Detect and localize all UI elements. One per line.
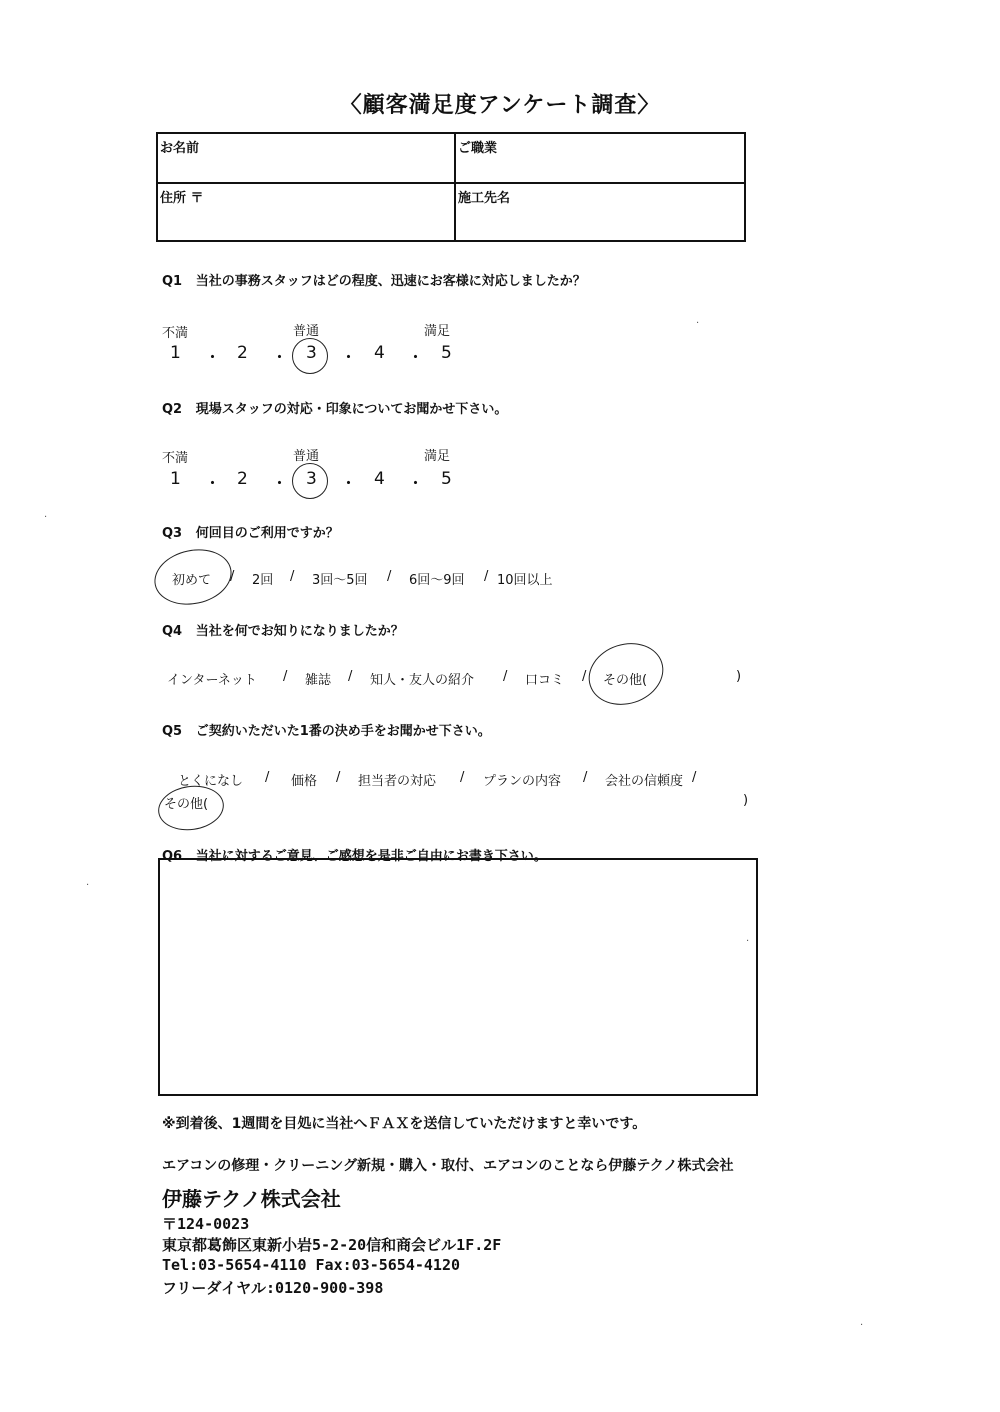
q2-option-5[interactable]: 5: [441, 469, 452, 489]
q2-option-4[interactable]: 4: [374, 469, 385, 489]
scan-speck: ·: [44, 512, 48, 523]
occupation-label: ご職業: [458, 141, 498, 156]
q1-option-4[interactable]: 4: [374, 343, 385, 363]
q1-scale-high: 満足: [424, 324, 451, 339]
q2-sep: ・: [204, 474, 221, 494]
q4-option-other[interactable]: その他(: [603, 673, 648, 688]
q5-close-paren: ): [743, 793, 749, 808]
q1-text: 当社の事務スタッフはどの程度、迅速にお客様に対応しましたか？: [195, 274, 586, 289]
q4-option-magazine[interactable]: 雑誌: [305, 673, 332, 688]
q2-sep: ・: [271, 474, 288, 494]
q1-sep: ・: [204, 348, 221, 368]
q2-scale-low: 不満: [162, 451, 189, 466]
survey-title: 〈顧客満足度アンケート調査〉: [339, 93, 661, 118]
company-address: 東京都葛飾区東新小岩5-2-20信和商会ビル1F.2F: [162, 1236, 502, 1254]
q4-option-word-of-mouth[interactable]: 口コミ: [525, 673, 565, 688]
q4-sep: /: [582, 669, 587, 684]
q5-sep: /: [336, 770, 341, 785]
q5-text: ご契約いただいた1番の決め手をお聞かせ下さい。: [195, 724, 491, 739]
q4-sep: /: [348, 669, 353, 684]
q5-option-plan[interactable]: プランの内容: [483, 774, 562, 789]
q1-answer-circle: [292, 338, 328, 374]
q2-option-2[interactable]: 2: [237, 469, 248, 489]
site-name-label: 施工先名: [458, 191, 511, 206]
scan-speck: ·: [860, 1320, 864, 1331]
fax-note: ※到着後、1週間を目処に当社へＦＡＸを送信していただけますと幸いです。: [162, 1116, 647, 1132]
q6-label: Q6: [162, 849, 183, 864]
q4-sep: /: [283, 669, 288, 684]
q3-option-10plus[interactable]: 10回以上: [497, 573, 553, 588]
q2-text: 現場スタッフの対応・印象についてお聞かせ下さい。: [195, 402, 508, 417]
q4-option-referral[interactable]: 知人・友人の紹介: [370, 673, 475, 688]
q3-sep: /: [387, 569, 392, 584]
q1-option-5[interactable]: 5: [441, 343, 452, 363]
scan-speck: ·: [696, 318, 700, 329]
q1-option-3[interactable]: 3: [306, 343, 317, 363]
occupation-field[interactable]: [456, 134, 744, 182]
q5-option-staff-response[interactable]: 担当者の対応: [358, 774, 437, 789]
q2-scale-high: 満足: [424, 449, 451, 464]
q3-option-2[interactable]: 2回: [252, 573, 274, 588]
address-field[interactable]: [158, 184, 454, 240]
q2-option-1[interactable]: 1: [170, 469, 181, 489]
q3-answer-circle: [149, 542, 237, 611]
q3-text: 何回目のご利用ですか？: [195, 526, 339, 541]
q3-option-6-9[interactable]: 6回～9回: [409, 573, 465, 588]
q1-question: [162, 270, 586, 289]
q2-label: Q2: [162, 402, 183, 417]
q2-sep: ・: [340, 474, 357, 494]
q3-sep: /: [230, 569, 235, 584]
q2-question: [162, 398, 507, 417]
q3-question: [162, 522, 339, 541]
q5-option-other[interactable]: その他(: [164, 797, 209, 812]
q1-sep: ・: [271, 348, 288, 368]
comment-textarea[interactable]: [158, 858, 758, 1096]
q2-sep: ・: [407, 474, 424, 494]
scan-speck: ·: [746, 936, 750, 947]
q2-scale-mid: 普通: [293, 449, 320, 464]
q5-sep: /: [265, 770, 270, 785]
q4-answer-circle: [581, 634, 672, 715]
site-name-field[interactable]: [456, 184, 744, 240]
name-label: お名前: [160, 141, 200, 156]
q4-label: Q4: [162, 624, 183, 639]
q2-option-3[interactable]: 3: [306, 469, 317, 489]
name-field[interactable]: [158, 134, 454, 182]
q5-option-price[interactable]: 価格: [291, 774, 318, 789]
company-name: 伊藤テクノ株式会社: [162, 1187, 341, 1211]
q5-sep: /: [583, 770, 588, 785]
q5-option-trust[interactable]: 会社の信頼度: [605, 774, 684, 789]
q5-sep: /: [460, 770, 465, 785]
free-dial: フリーダイヤル:0120-900-398: [162, 1279, 384, 1297]
q4-question: [162, 620, 404, 639]
company-tagline: エアコンの修理・クリーニング新規・購入・取付、エアコンのことなら伊藤テクノ株式会社: [162, 1158, 734, 1174]
q5-label: Q5: [162, 724, 183, 739]
q1-label: Q1: [162, 274, 183, 289]
q1-option-2[interactable]: 2: [237, 343, 248, 363]
q3-option-first-time[interactable]: 初めて: [172, 573, 212, 588]
q3-sep: /: [484, 569, 489, 584]
q5-sep: /: [692, 770, 697, 785]
scan-speck: ·: [86, 880, 90, 891]
q4-close-paren: ): [736, 669, 742, 684]
postal-code: 〒124-0023: [162, 1215, 250, 1233]
q4-option-internet[interactable]: インターネット: [167, 673, 257, 688]
q2-answer-circle: [292, 463, 328, 499]
customer-info-table: [156, 132, 746, 242]
q1-sep: ・: [340, 348, 357, 368]
q4-text: 当社を何でお知りになりましたか？: [195, 624, 404, 639]
q4-sep: /: [503, 669, 508, 684]
q6-text: 当社に対するご意見、ご感想を是非ご自由にお書き下さい。: [195, 849, 547, 864]
q1-scale-low: 不満: [162, 326, 189, 341]
q5-question: [162, 720, 491, 739]
q5-answer-circle: [155, 782, 226, 835]
q1-scale-mid: 普通: [293, 324, 320, 339]
q3-label: Q3: [162, 526, 183, 541]
tel-fax: Tel:03-5654-4110 Fax:03-5654-4120: [162, 1256, 461, 1274]
address-label: 住所 〒: [160, 191, 204, 206]
q3-option-3-5[interactable]: 3回～5回: [312, 573, 368, 588]
q1-sep: ・: [407, 348, 424, 368]
q5-option-nothing[interactable]: とくになし: [178, 774, 244, 789]
q1-option-1[interactable]: 1: [170, 343, 181, 363]
q3-sep: /: [290, 569, 295, 584]
